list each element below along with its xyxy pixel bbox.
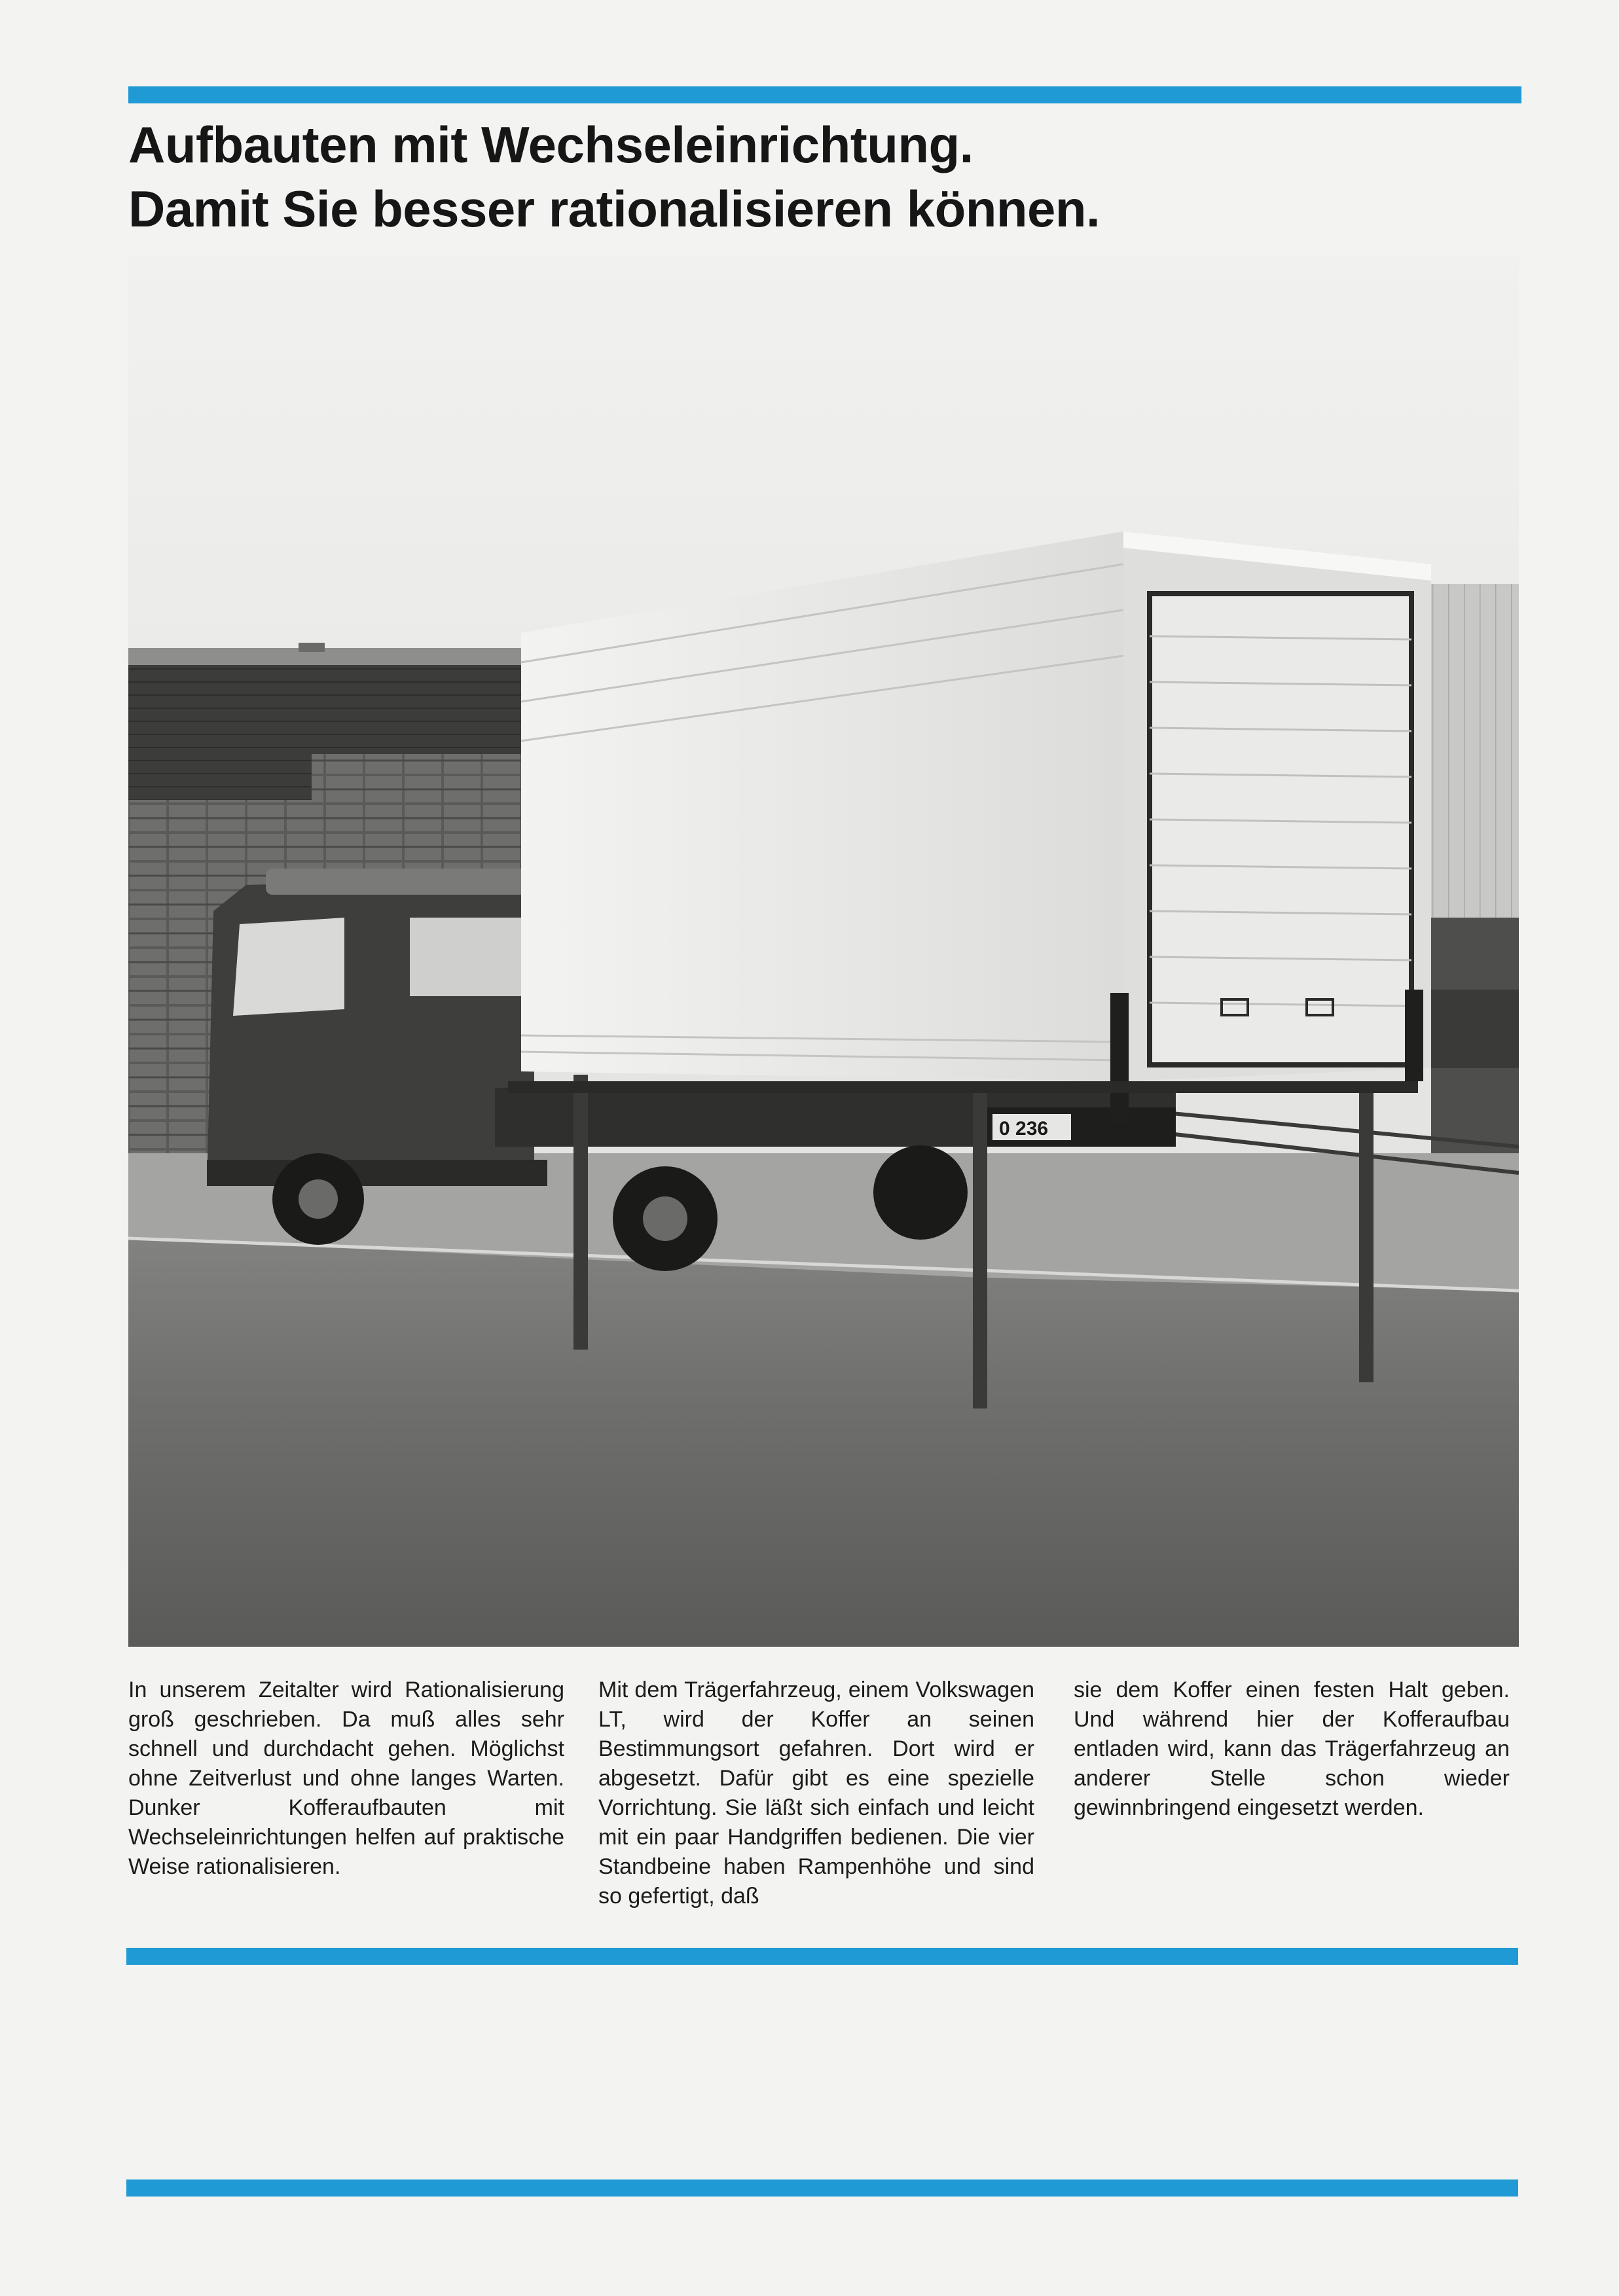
page-headline (128, 113, 1521, 241)
bottom-accent-rule (126, 2179, 1518, 2197)
top-accent-rule (128, 86, 1521, 103)
body-text-columns (128, 1676, 1521, 1911)
license-plate-text: 0 236 (999, 1118, 1049, 1139)
body-text-column-3: sie dem Koffer einen festen Halt geben. Und während hier der Kofferaufbau entladen wird, kann das Trägerfahrzeug an anderer Stelle schon wieder gewinnbringend eingesetzt werden. (1074, 1677, 1510, 1820)
photo-illustration (128, 257, 1519, 1647)
middle-accent-rule (126, 1948, 1518, 1965)
body-text-column-2: Mit dem Trägerfahrzeug, einem Volkswagen LT, wird der Koffer an seinen Bestimmungsort gefahren. Dort wird er abgesetzt. Dafür gibt es eine spezielle Vorrichtung. Sie läßt sich einfach und leicht mit ein paar Handgriffen bedienen. Die vier Standbeine haben Rampenhöhe und sind so gefertigt, daß (598, 1677, 1034, 1909)
headline-line-2: Damit Sie besser rationalisieren können. (128, 180, 1101, 238)
body-text-column-1: In unserem Zeitalter wird Rationalisierung groß geschrieben. Da muß alles sehr schnell und durchdacht gehen. Möglichst ohne Zeitverlust und ohne langes Warten. Dunker Kofferaufbauten mit Wechseleinrichtungen helfen auf praktische Weise rationalisieren. (128, 1677, 564, 1879)
headline-line-1: Aufbauten mit Wechseleinrichtung. (128, 116, 973, 173)
truck-swap-body-photo (128, 257, 1519, 1647)
